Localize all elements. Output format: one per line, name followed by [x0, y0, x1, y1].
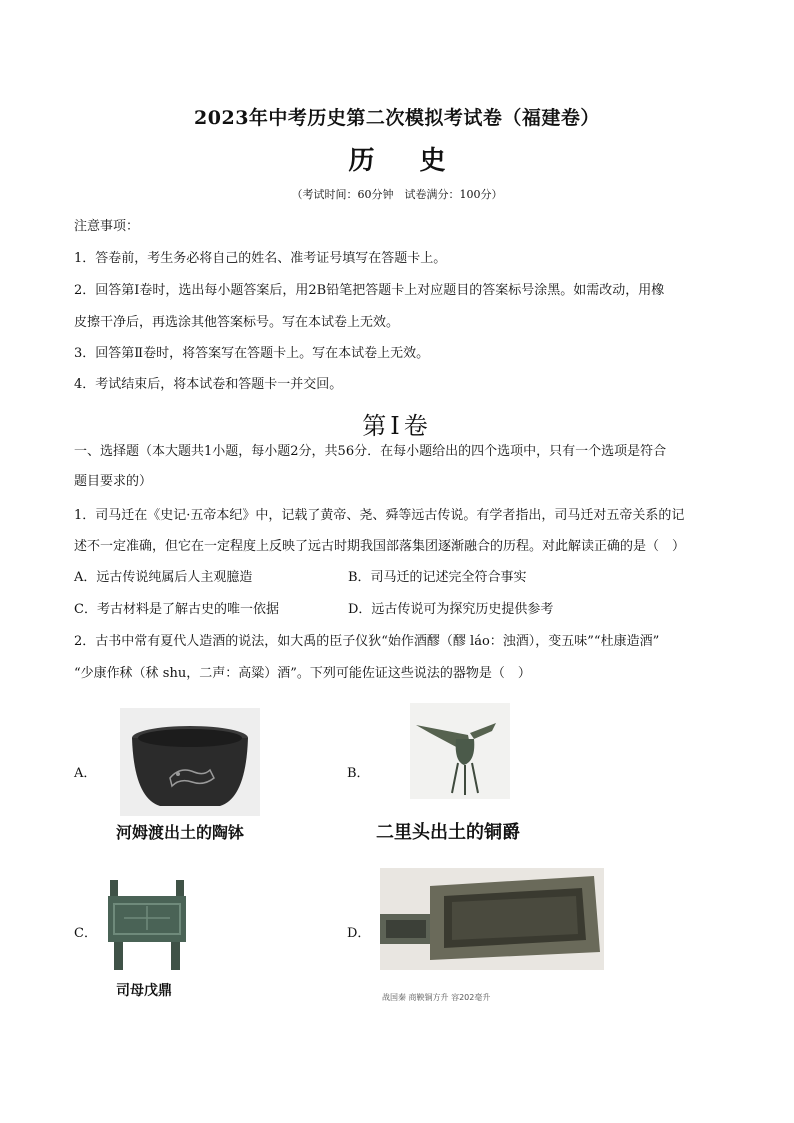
q1-stem-line1: 1．司马迁在《史记·五帝本纪》中，记载了黄帝、尧、舜等远古传说。有学者指出，司马迁对五帝关系的记 [74, 508, 685, 523]
q1-option-a[interactable]: A．远古传说纯属后人主观臆造 [74, 570, 253, 585]
exam-title: 2023年中考历史第二次模拟考试卷（福建卷） [194, 107, 600, 129]
notice-item-4: 4．考试结束后，将本试卷和答题卡一并交回。 [74, 377, 343, 392]
caption-c: 司母戊鼎 [116, 983, 172, 999]
notice-item-3: 3．回答第Ⅱ卷时，将答案写在答题卡上。写在本试卷上无效。 [74, 346, 430, 361]
q1-option-c[interactable]: C．考古材料是了解古史的唯一依据 [74, 602, 279, 617]
part1-intro-line1: 一、选择题（本大题共1小题，每小题2分，共56分．在每小题给出的四个选项中，只有一个选项是符合 [74, 444, 667, 459]
notice-item-1: 1．答卷前，考生务必将自己的姓名、准考证号填写在答题卡上。 [74, 251, 447, 266]
q1-option-b[interactable]: B．司马迁的记述完全符合事实 [348, 570, 527, 585]
q2-option-a-label[interactable]: A． [74, 766, 97, 781]
simuwu-ding-image [104, 878, 190, 974]
shang-yang-square-sheng-image [380, 868, 604, 970]
caption-d: 战国秦 商鞅铜方升 容202毫升 [382, 993, 491, 1002]
q2-option-d-label[interactable]: D． [347, 926, 371, 941]
notice-item-2-cont: 皮擦干净后，再选涂其他答案标号。写在本试卷上无效。 [74, 315, 400, 330]
exam-info: （考试时间：60分钟 试卷满分：100分） [291, 188, 503, 201]
part1-intro-line2: 题目要求的） [74, 474, 153, 489]
notice-heading: 注意事项： [74, 219, 140, 234]
q2-stem-line2: “少康作秫（秫 shu，二声：高粱）酒”。下列可能佐证这些说法的器物是（ ） [74, 666, 531, 681]
q2-option-c-label[interactable]: C． [74, 926, 97, 941]
part1-intro [74, 436, 722, 468]
q2-option-b-label[interactable]: B． [347, 766, 370, 781]
q1-stem-line2: 述不一定准确，但它在一定程度上反映了远古时期我国部落集团逐渐融合的历程。对此解读正确的是（ ） [74, 539, 686, 554]
notice-item-2: 2．回答第Ⅰ卷时，选出每小题答案后，用2B铅笔把答题卡上对应题目的答案标号涂黑。如需改动，用橡 [74, 283, 665, 298]
bronze-jue-image [410, 703, 510, 799]
q2-stem-line1: 2．古书中常有夏代人造酒的说法，如大禹的臣子仪狄“始作酒醪（醪 láo：浊酒），变五味”“杜康造酒” [74, 634, 660, 649]
caption-b: 二里头出土的铜爵 [376, 822, 520, 843]
pottery-bowl-image [120, 708, 260, 816]
q1-option-d[interactable]: D．远古传说可为探究历史提供参考 [348, 602, 554, 617]
section-title: 第Ⅰ卷 [362, 412, 432, 440]
subject-title: 历 史 [348, 146, 464, 176]
caption-a: 河姆渡出土的陶钵 [116, 823, 245, 842]
